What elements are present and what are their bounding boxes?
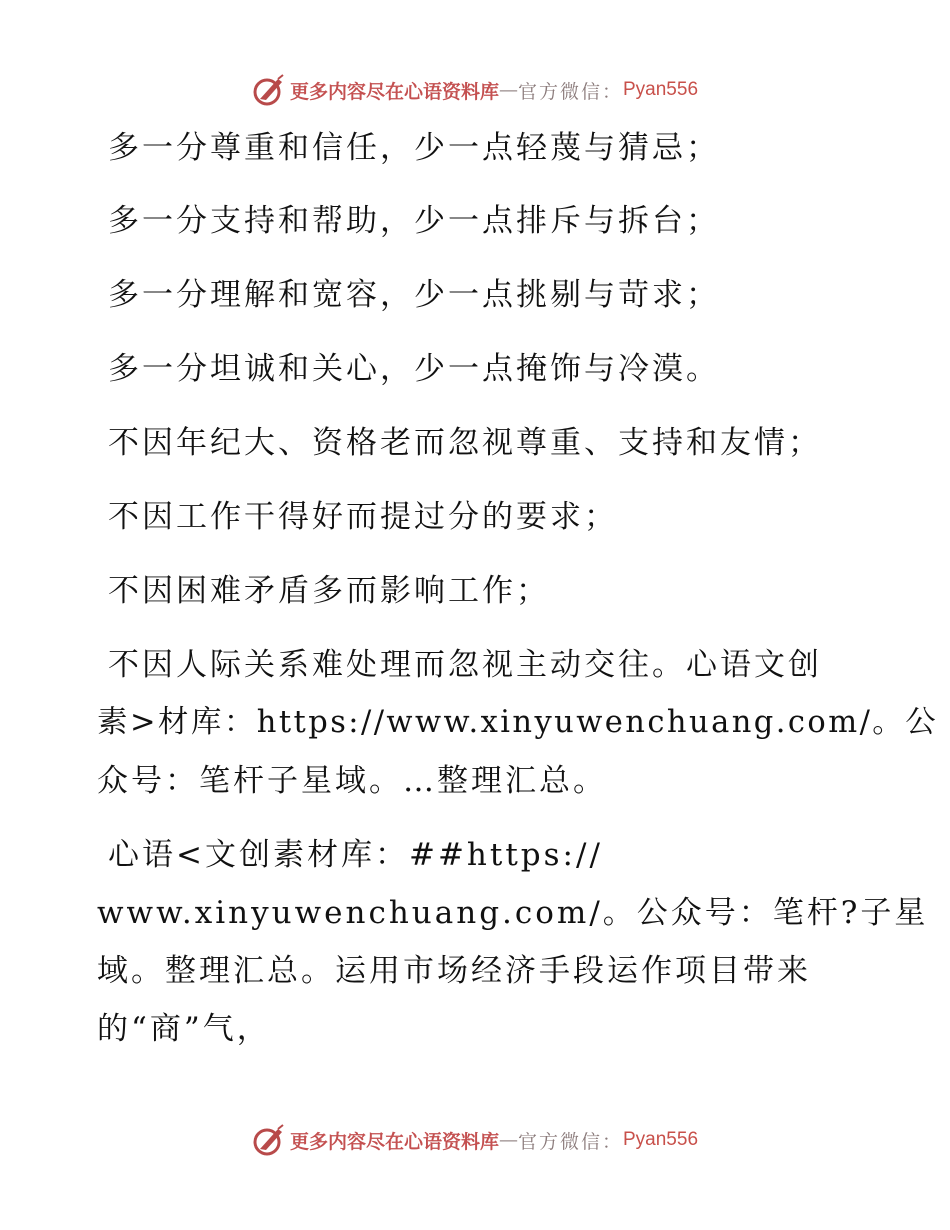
quill-logo-icon [252,73,286,107]
banner-wechat-id: Pyan556 [623,1129,699,1150]
text-line-8: 不因人际关系难处理而忽视主动交往。心语文创 [108,647,822,683]
banner-separator: — [498,1129,518,1151]
banner-wechat-label: 官方微信： [517,80,623,103]
banner-separator: — [498,79,518,101]
text-line-4: 多一分坦诚和关心，少一点掩饰与冷漠。 [108,351,720,387]
text-line-11: 心语<文创素材库：##https:// [108,837,603,873]
quill-logo-icon [252,1123,286,1157]
text-line-5: 不因年纪大、资格老而忽视尊重、支持和友情； [108,425,822,461]
text-line-2: 多一分支持和帮助，少一点排斥与拆台； [108,203,720,239]
text-line-3: 多一分理解和宽容，少一点挑剔与苛求； [108,277,720,313]
text-line-1: 多一分尊重和信任，少一点轻蔑与猜忌； [108,130,720,166]
banner-wechat-label: 官方微信： [517,1130,623,1153]
text-line-12: www.xinyuwenchuang.com/。公众号：笔杆?子星 [97,895,929,931]
banner-title: 更多内容尽在心语资料库 [289,80,499,103]
header-banner [0,70,950,110]
text-line-10: 众号：笔杆子星域。…整理汇总。 [97,763,607,799]
text-line-6: 不因工作干得好而提过分的要求； [108,499,618,535]
banner-title: 更多内容尽在心语资料库 [289,1130,499,1153]
banner-wechat-id: Pyan556 [623,79,699,100]
footer-banner [0,1120,950,1160]
text-line-9: 素>材库：https://www.xinyuwenchuang.com/。公 [97,705,939,740]
text-line-7: 不因困难矛盾多而影响工作； [108,573,550,609]
text-line-14: 的“商”气， [97,1011,271,1047]
text-line-13: 域。整理汇总。运用市场经济手段运作项目带来 [97,953,811,989]
